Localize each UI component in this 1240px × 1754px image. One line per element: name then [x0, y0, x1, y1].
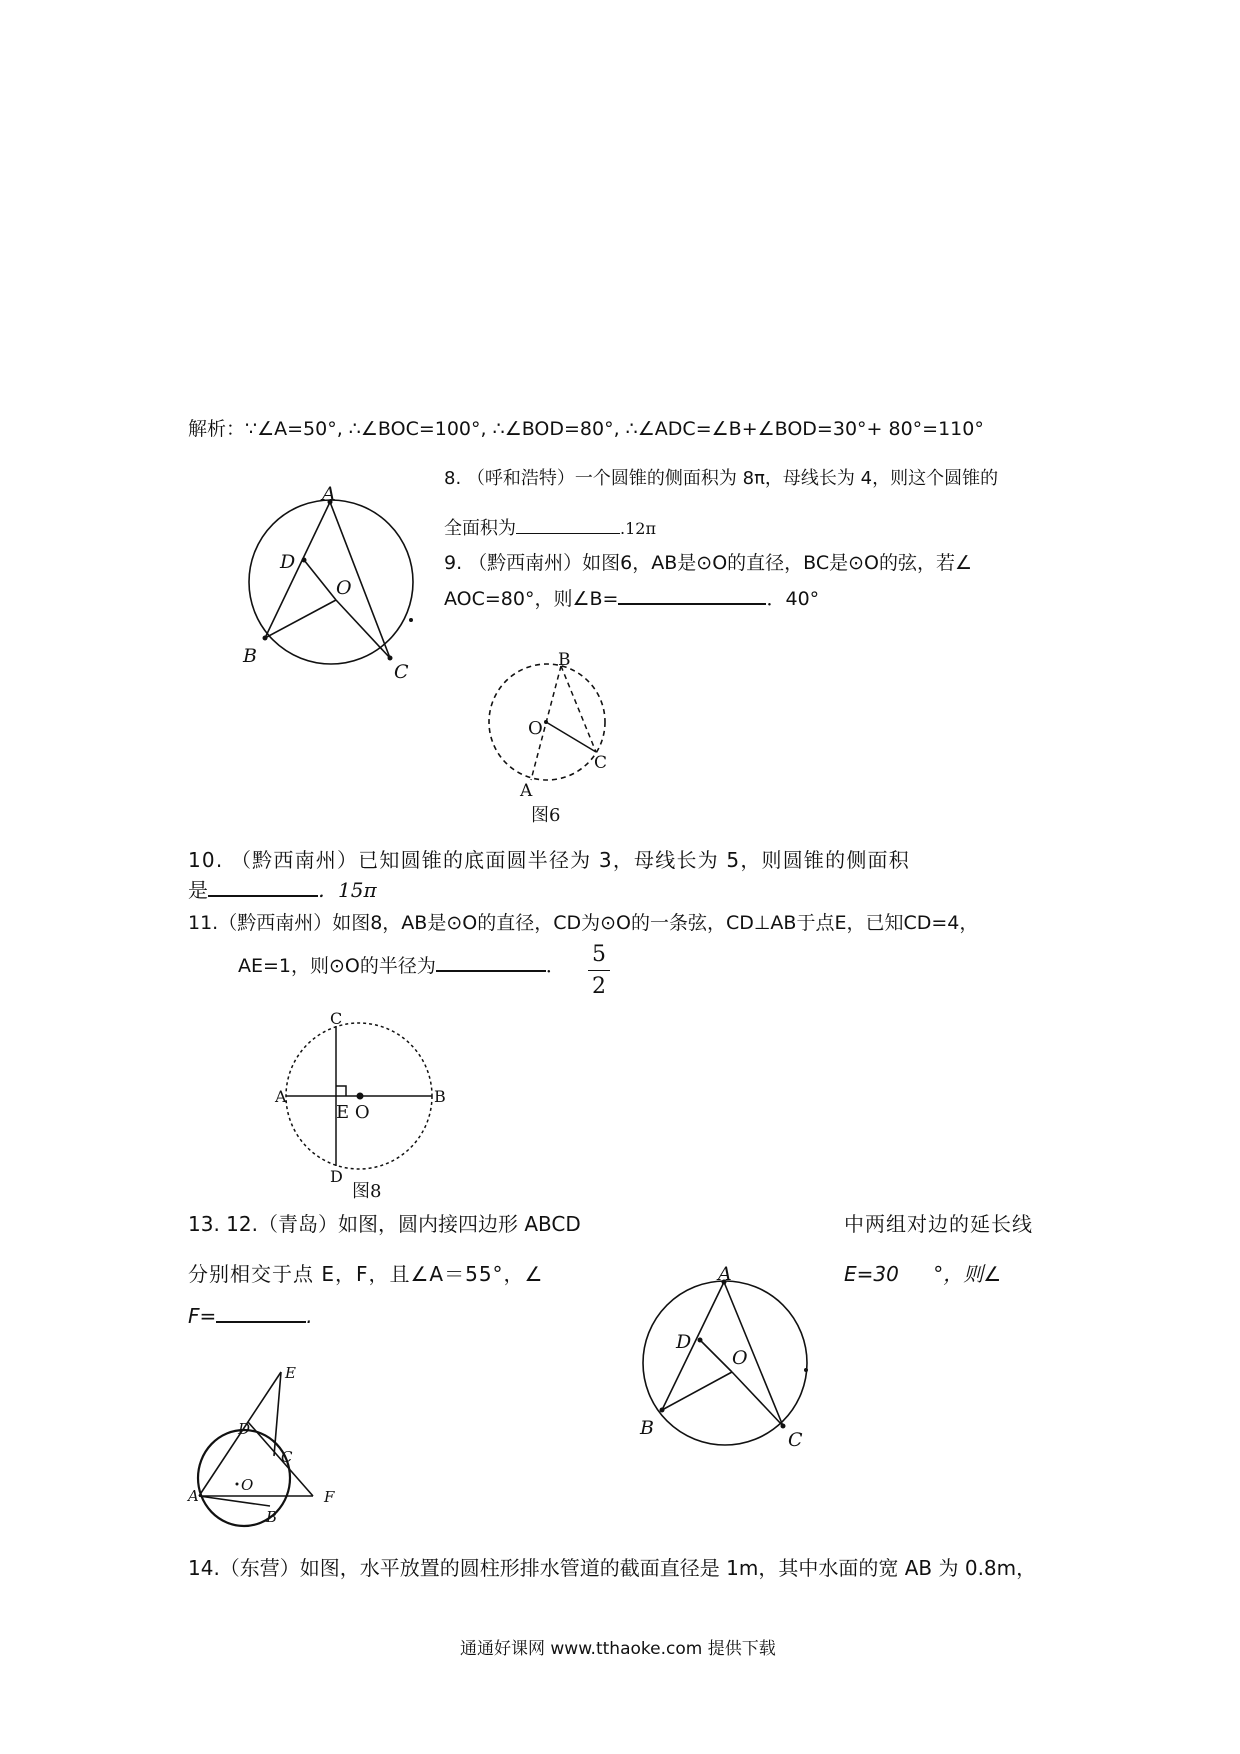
fig-mid-label-C: C	[788, 1429, 803, 1451]
q12-line3-prefix: F=	[188, 1304, 217, 1328]
figure-6	[470, 650, 620, 830]
fig-mid-label-B: B	[640, 1417, 654, 1439]
q12-line1-right: 中两组对边的延长线	[844, 1212, 1033, 1236]
q11-answer-denominator: 2	[592, 974, 606, 999]
q11-line1: 11.（黔西南州）如图8，AB是⊙O的直径，CD为⊙O的一条弦，CD⊥AB于点E，已知CD=4，	[188, 912, 979, 934]
fig8-label-EO: E O	[336, 1102, 370, 1123]
q8-line2	[444, 520, 656, 538]
q9-answer-blank[interactable]	[618, 603, 766, 605]
fig-top-label-C: C	[394, 661, 409, 683]
fig8-label-D: D	[330, 1167, 343, 1186]
figure-8	[270, 1010, 460, 1200]
fig6-caption: 图6	[531, 805, 561, 826]
q9-line2	[444, 590, 819, 609]
q8-line2-prefix: 全面积为	[444, 518, 516, 539]
analysis-line: 解析：∵∠A=50°, ∴∠BOC=100°, ∴∠BOD=80°, ∴∠ADC=∠B+∠BOD=30°+ 80°=110°	[188, 418, 984, 440]
q14-line1: 14.（东营）如图，水平放置的圆柱形排水管道的截面直径是 1m，其中水面的宽 AB 为 0.8m，	[188, 1556, 1037, 1580]
q11-line2	[238, 957, 565, 976]
fig-q12-label-B: B	[266, 1508, 278, 1526]
page-footer: 通通好课网 www.tthaoke.com 提供下载	[460, 1639, 776, 1659]
figure-mid-circle	[640, 1265, 840, 1465]
q8-answer: .12π	[620, 519, 656, 538]
q8-line1: 8. （呼和浩特）一个圆锥的侧面积为 8π，母线长为 4，则这个圆锥的	[444, 468, 999, 489]
fig-mid-label-A: A	[718, 1263, 732, 1285]
fig-mid-label-O: O	[732, 1347, 748, 1369]
figure-top-circle	[240, 483, 440, 690]
fig-q12-label-A: A	[188, 1487, 199, 1505]
fig6-label-O: O	[528, 718, 543, 739]
figure-q12	[185, 1360, 365, 1540]
fig-top-circle-outline	[249, 500, 413, 664]
fig8-caption: 图8	[352, 1181, 382, 1202]
fig-q12-label-O: O	[241, 1476, 254, 1494]
fig8-label-C: C	[330, 1009, 343, 1028]
q10-line2-prefix: 是	[188, 878, 208, 902]
fig-q12-label-D: D	[238, 1420, 251, 1438]
q12-line1-left: 13. 12.（青岛）如图，圆内接四边形 ABCD	[188, 1212, 581, 1236]
q9-line1: 9. （黔西南州）如图6，AB是⊙O的直径，BC是⊙O的弦，若∠	[444, 552, 973, 574]
q11-answer-numerator: 5	[592, 942, 606, 967]
q10-answer: ．15π	[318, 878, 377, 902]
fig-top-label-A: A	[322, 483, 336, 505]
q11-answer-dot: ．	[545, 955, 565, 977]
fig-top-label-B: B	[243, 645, 257, 667]
fig-top-label-D: D	[280, 551, 296, 573]
fig6-label-C: C	[594, 753, 608, 773]
q9-line2-prefix: AOC=80°，则∠B=	[444, 588, 619, 610]
q12-line2-left: 分别相交于点 E，F，且∠A＝55°，∠	[188, 1262, 544, 1286]
fig-mid-label-D: D	[676, 1331, 692, 1353]
q11-line2-prefix: AE=1，则⊙O的半径为	[238, 955, 436, 977]
fig8-label-A: A	[275, 1087, 287, 1106]
q11-fraction-bar	[588, 970, 610, 971]
fig-mid-circle-outline	[643, 1281, 807, 1445]
q9-answer: ．40°	[766, 588, 820, 610]
q12-line3	[188, 1306, 313, 1326]
fig6-label-B: B	[558, 650, 571, 670]
q10-line1: 10. （黔西南州）已知圆锥的底面圆半径为 3，母线长为 5，则圆锥的侧面积	[188, 848, 910, 872]
fig6-label-A: A	[520, 781, 533, 801]
fig-top-label-O: O	[336, 577, 352, 599]
fig-q12-label-F: F	[324, 1488, 335, 1506]
q12-line3-suffix: .	[306, 1304, 313, 1328]
q10-answer-blank[interactable]	[208, 895, 318, 897]
q12-answer-blank[interactable]	[216, 1321, 306, 1323]
fig-q12-label-E: E	[285, 1364, 296, 1382]
q11-answer-fraction	[588, 942, 610, 999]
q8-answer-blank[interactable]	[516, 533, 620, 534]
q10-line2	[188, 880, 377, 900]
q11-answer-blank[interactable]	[436, 970, 546, 972]
fig-q12-label-C: C	[281, 1448, 293, 1466]
q12-line2-right: E=30 °，则∠	[844, 1262, 1002, 1286]
fig8-label-B: B	[434, 1087, 446, 1106]
